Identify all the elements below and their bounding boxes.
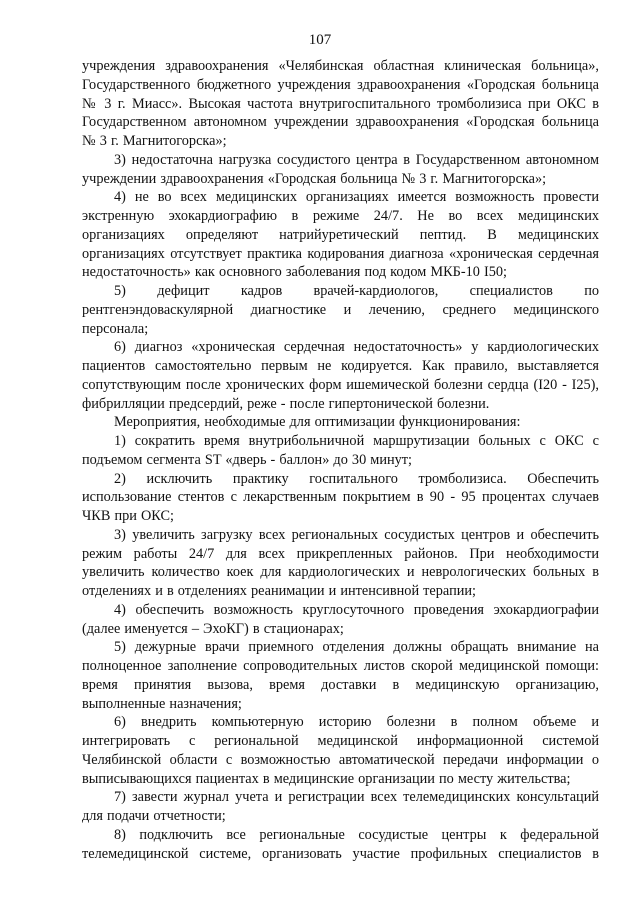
document-body — [82, 57, 599, 863]
page-number: 107 — [308, 32, 332, 48]
paragraph-measure-5: 5) дежурные врачи приемного отделения должны обращать внимание на полноценное заполнение сопроводительных листов скорой медицинской помощи: время принятия вызова, время доставки в медицинскую организацию, выполненные назначения; — [82, 639, 599, 712]
paragraph-continuation: учреждения здравоохранения «Челябинская областная клиническая больница», Государственного бюджетного учреждения здравоохранения «Городская больница № 3 г. Миасс». Высокая частота внутригоспитального тромболизиса при ОКС в Государственном автономном учреждении здравоохранения «Городская больница № 3 г. Магнитогорска»; — [82, 58, 599, 149]
paragraph-item-6-diagnosis: 6) диагноз «хроническая сердечная недостаточность» у кардиологических пациентов самостоятельно первым не кодируется. Как правило, выставляется сопутствующим после хронических форм ишемической болезни сердца (I20 - I25), фибрилляции предсердий, реже - после гипертонической болезни. — [82, 339, 599, 412]
paragraph-item-5-staff: 5) дефицит кадров врачей-кардиологов, специалистов по рентгенэндоваскулярной диагностике и лечению, среднего медицинского персонала; — [82, 283, 599, 337]
paragraph-measure-3: 3) увеличить загрузку всех региональных сосудистых центров и обеспечить режим работы 24/7 для всех прикрепленных районов. При необходимости увеличить количество коек для кардиологических и неврологических больных в отделениях и в отделениях реанимации и интенсивной терапии; — [82, 526, 599, 599]
paragraph-item-4-echo: 4) не во всех медицинских организациях имеется возможность провести экстренную эхокардиографию в режиме 24/7. Не во всех медицинских организациях определяют натрийуретический пептид. В медицинских организациях отсутствует практика кодирования диагноза «хроническая сердечная недостаточность» как основного заболевания под кодом МКБ-10 I50; — [82, 189, 599, 281]
paragraph-measure-8: 8) подключить все региональные сосудистые центры к федеральной телемедицинской системе, организовать участие профильных специалистов в — [82, 826, 599, 862]
paragraph-item-3-load: 3) недостаточна нагрузка сосудистого центра в Государственном автономном учреждении здравоохранения «Городская больница № 3 г. Магнитогорска»; — [82, 151, 599, 187]
paragraph-measure-1: 1) сократить время внутрибольничной маршрутизации больных с ОКС с подъемом сегмента ST «дверь - баллон» до 30 минут; — [82, 433, 599, 468]
paragraph-measure-6: 6) внедрить компьютерную историю болезни в полном объеме и интегрировать с региональной медицинской информационной системой Челябинской области с возможностью автоматической передачи информации о выписывающихся пациентах в медицинские организации по месту жительства; — [82, 714, 599, 787]
paragraph-measures-heading: Мероприятия, необходимые для оптимизации функционирования: — [114, 414, 521, 431]
paragraph-measure-2: 2) исключить практику госпитального тромболизиса. Обеспечить использование стентов с лекарственным покрытием в 90 - 95 процентах случаев ЧКВ при ОКС; — [82, 470, 599, 524]
paragraph-measure-4: 4) обеспечить возможность круглосуточного проведения эхокардиографии (далее именуется – ЭхоКГ) в стационарах; — [82, 601, 599, 637]
paragraph-measure-7: 7) завести журнал учета и регистрации всех телемедицинских консультаций для подачи отчетности; — [82, 789, 599, 824]
